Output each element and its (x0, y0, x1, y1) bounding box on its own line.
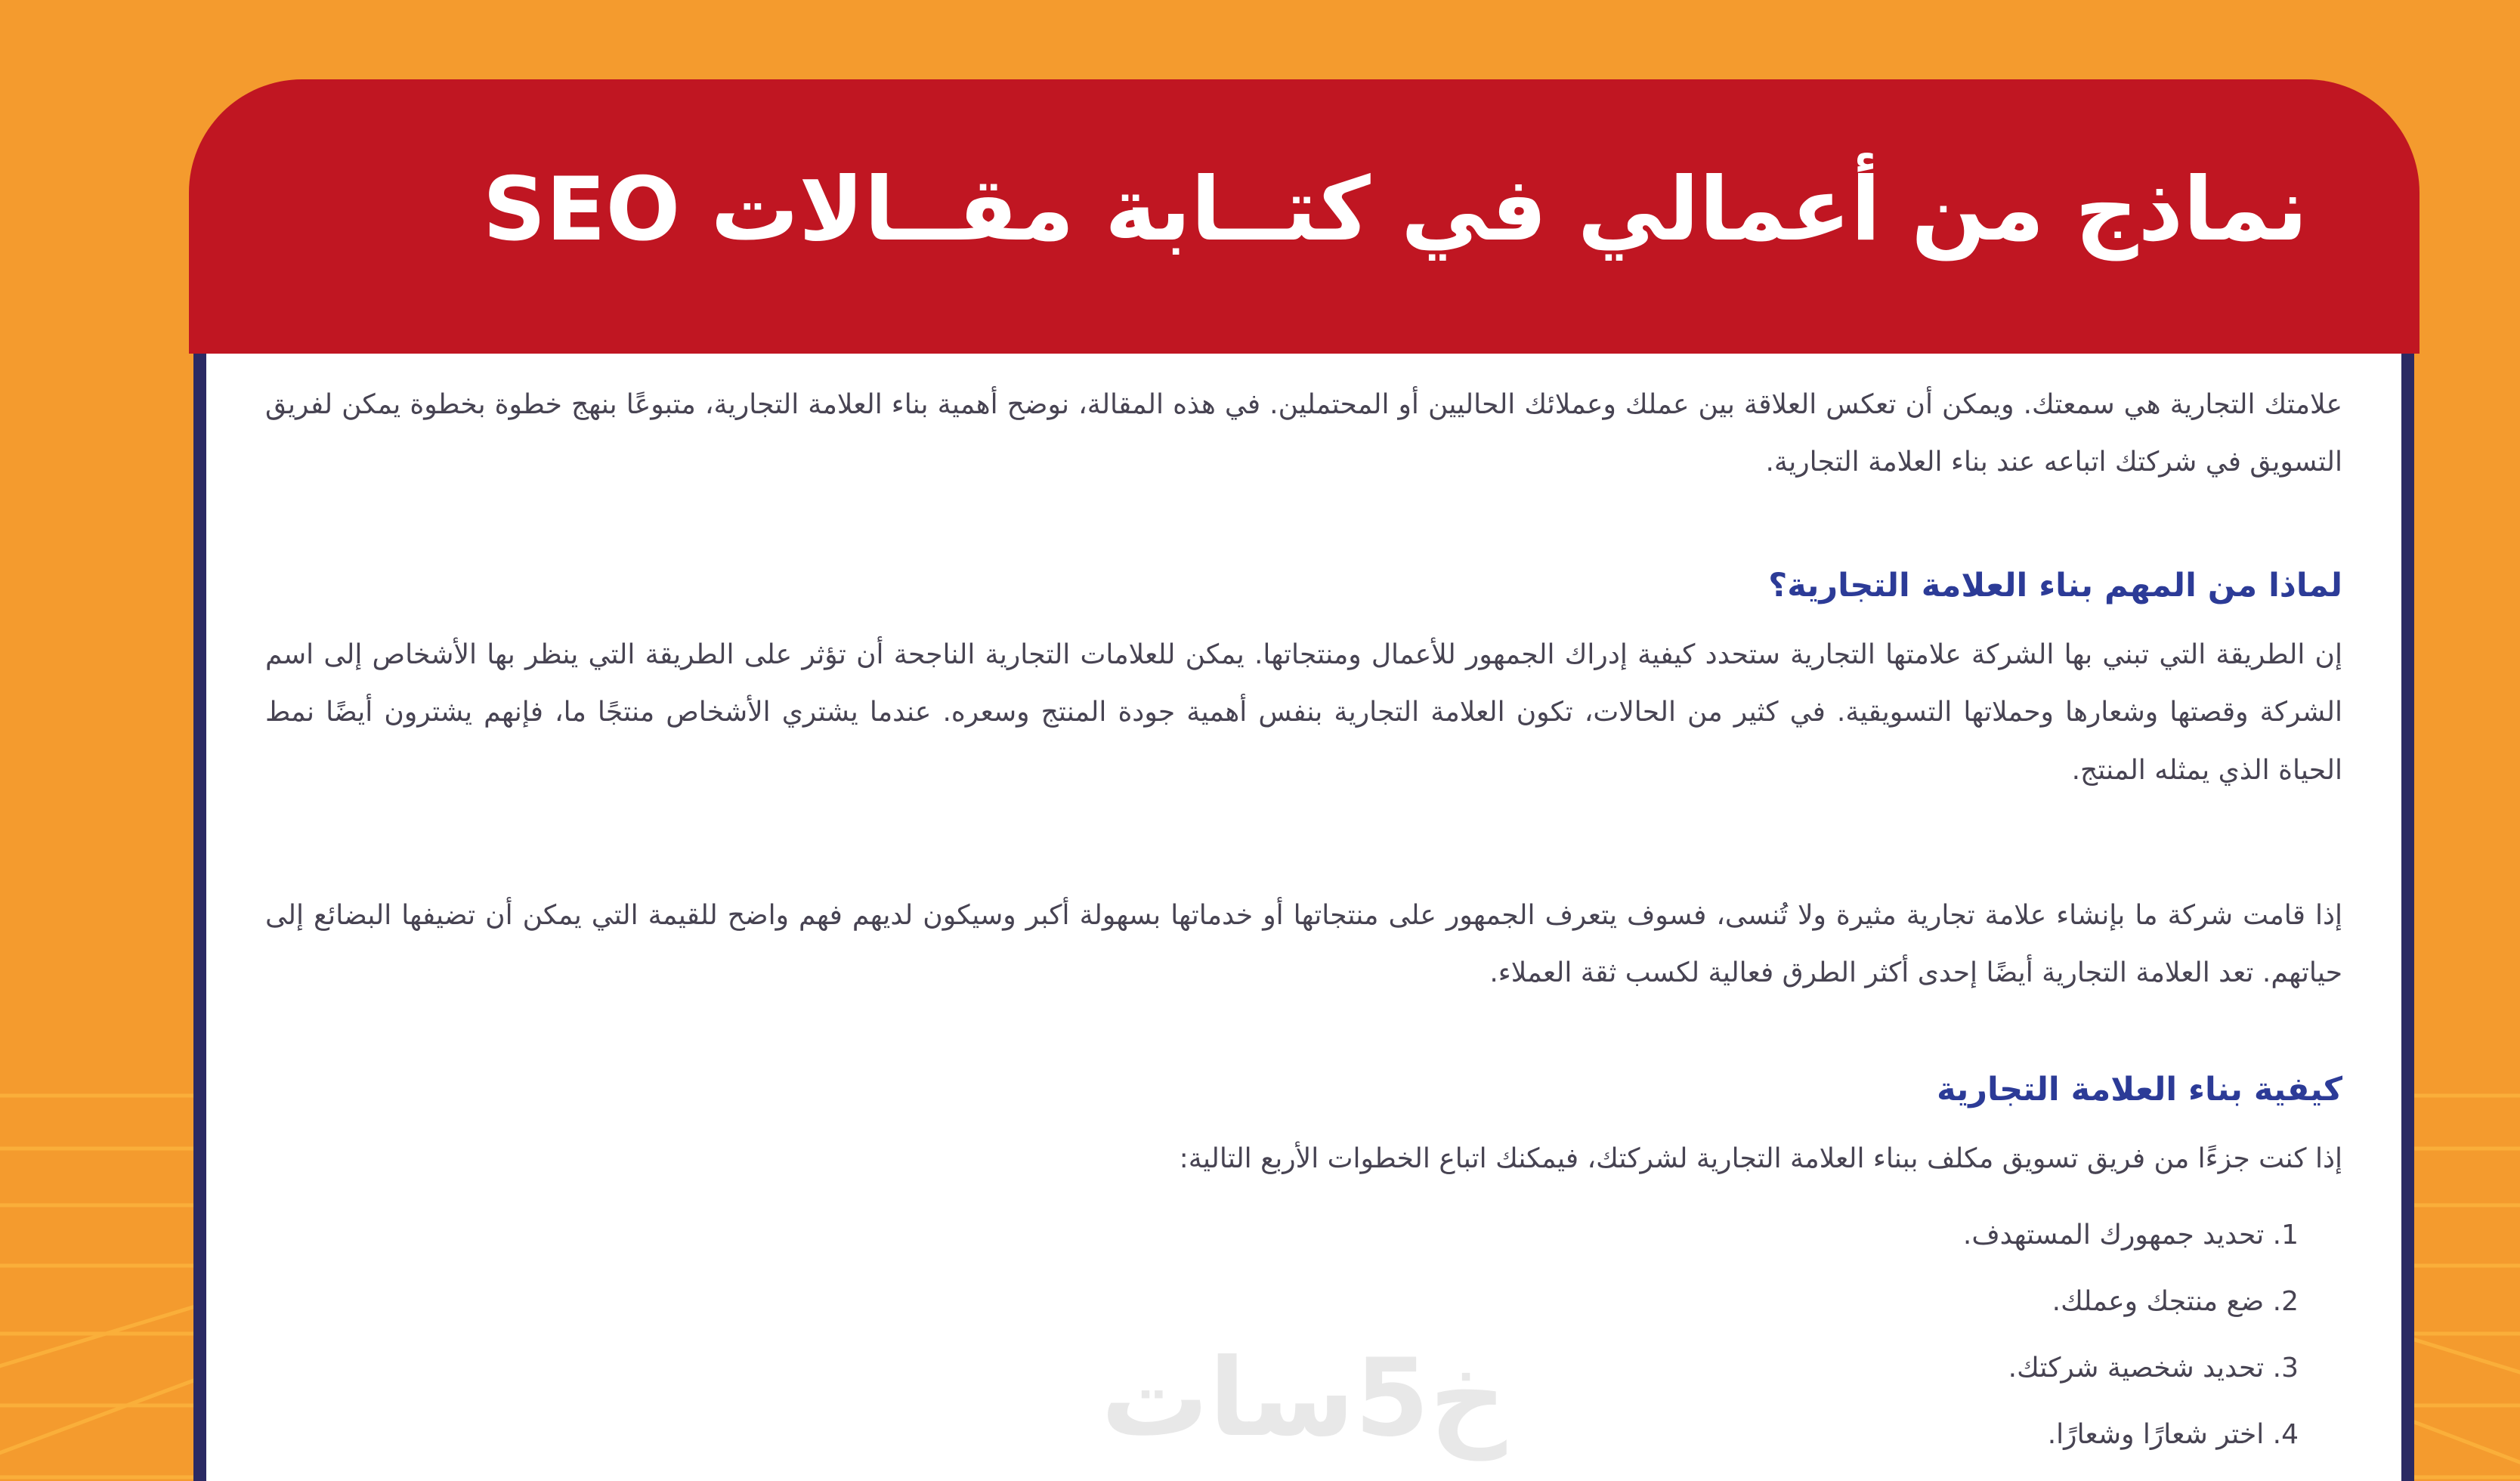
why-branding-paragraph-1: إن الطريقة التي تبني بها الشركة علامتها التجارية ستحدد كيفية إدراك الجمهور للأعمال ومنتجاتها. يمكن للعلامات التجارية الناجحة أن تؤثر على الطريقة التي ينظر بها الأشخاص إلى اسم الشركة وقصتها وشعارها وحملاتها التسويقية. في كثير من الحالات، تكون العلامة التجارية بنفس أهمية جودة المنتج وسعره. عندما يشتري الأشخاص منتجًا ما، فإنهم يشترون أيضًا نمط الحياة الذي يمثله المنتج. (265, 639, 2342, 786)
why-branding-paragraph-2: إذا قامت شركة ما بإنشاء علامة تجارية مثيرة ولا تُنسى، فسوف يتعرف الجمهور على منتجاتها أو خدماتها بسهولة أكبر وسيكون لديهم فهم واضح للقيمة التي يمكن أن تضيفها البضائع إلى حياتهم. تعد العلامة التجارية أيضًا إحدى أكثر الطرق فعالية لكسب ثقة العملاء. (265, 900, 2342, 989)
step-item-1: 1. تحديد جمهورك المستهدف. (1962, 1219, 2299, 1251)
section-heading-why-branding: لماذا من المهم بناء العلامة التجارية؟ (1768, 566, 2342, 604)
page-title: نماذج من أعمالي في كتــابة مقــالات SEO (482, 158, 2308, 261)
header-banner (189, 79, 2420, 354)
document-card (193, 354, 2414, 1481)
khamsat-watermark-logo: خ5سات (1101, 1336, 1507, 1461)
step-item-2: 2. ضع منتجك وعملك. (2052, 1285, 2299, 1317)
section-heading-how-to-build: كيفية بناء العلامة التجارية (1937, 1070, 2342, 1108)
intro-paragraph: علامتك التجارية هي سمعتك. ويمكن أن تعكس العلاقة بين عملك وعملائك الحاليين أو المحتملين. في هذه المقالة، نوضح أهمية بناء العلامة التجارية، متبوعًا بنهج خطوة بخطوة يمكن لفريق التسويق في شركتك اتباعه عند بناء العلامة التجارية. (265, 389, 2342, 478)
step-item-3: 3. تحديد شخصية شركتك. (2008, 1352, 2299, 1384)
step-item-4: 4. اختر شعارًا وشعارًا. (2047, 1419, 2299, 1451)
how-to-build-intro: إذا كنت جزءًا من فريق تسويق مكلف ببناء العلامة التجارية لشركتك، فيمكنك اتباع الخطوات الأربع التالية: (1179, 1143, 2342, 1175)
